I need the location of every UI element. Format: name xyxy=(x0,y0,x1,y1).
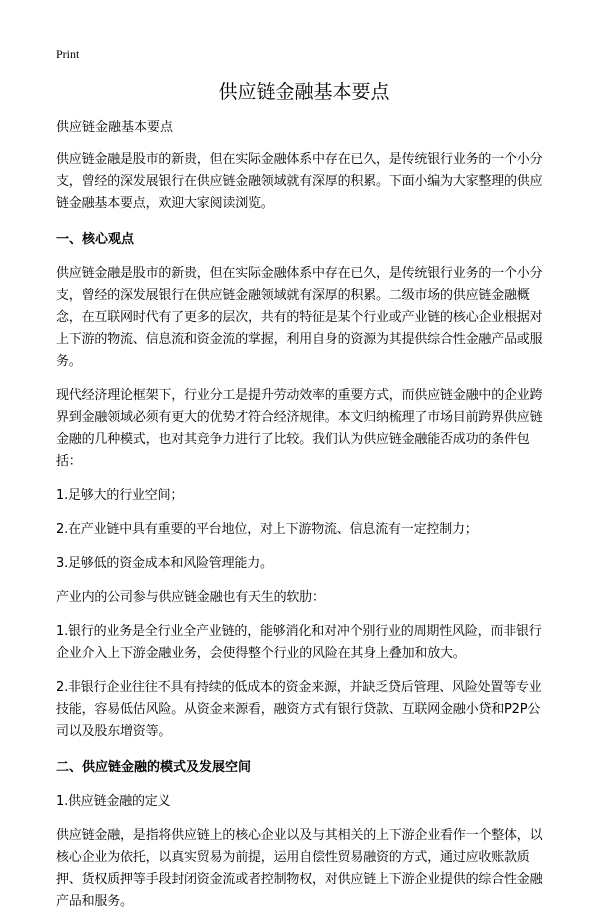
paragraph: 供应链金融，是指将供应链上的核心企业以及与其相关的上下游企业看作一个整体，以核心企业为依托，以真实贸易为前提，运用自偿性贸易融资的方式，通过应收账款质押、货权质押等手段封闭资金流或者控制物权，对供应链上下游企业提供的综合性金融产品和服务。 xyxy=(56,828,543,909)
condition-item: 3.足够低的资金成本和风险管理能力。 xyxy=(56,556,273,571)
weakness-item: 1.银行的业务是全行业全产业链的，能够消化和对冲个别行业的周期性风险，而非银行企业介入上下游金融业务，会使得整个行业的风险在其身上叠加和放大。 xyxy=(56,624,542,661)
condition-item: 1.足够大的行业空间； xyxy=(56,488,184,503)
weakness-item: 2.非银行企业往往不具有持续的低成本的资金来源，并缺乏贷后管理、风险处置等专业技能，容易低估风险。从资金来源看，融资方式有银行贷款、互联网金融小贷和P2P公司以及股东增资等。 xyxy=(56,680,542,739)
document-content xyxy=(56,78,552,913)
condition-item: 2.在产业链中具有重要的平台地位，对上下游物流、信息流有一定控制力； xyxy=(56,522,478,537)
intro-paragraph: 供应链金融是股市的新贵，但在实际金融体系中存在已久，是传统银行业务的一个小分支，曾经的深发展银行在供应链金融领域就有深厚的积累。下面小编为大家整理的供应链金融基本要点，欢迎大家阅读浏览。 xyxy=(56,152,543,211)
print-link[interactable]: Print xyxy=(56,47,80,61)
document-subtitle: 供应链金融基本要点 xyxy=(56,120,174,135)
section-heading-core-views: 一、核心观点 xyxy=(56,232,135,247)
subsection-heading: 1.供应链金融的定义 xyxy=(56,794,171,809)
paragraph: 供应链金融是股市的新贵，但在实际金融体系中存在已久，是传统银行业务的一个小分支，曾经的深发展银行在供应链金融领域就有深厚的积累。二级市场的供应链金融概念，在互联网时代有了更多的层次，共有的特征是某个行业或产业链的核心企业根据对上下游的物流、信息流和资金流的掌握，利用自身的资源为其提供综合性金融产品或服务。 xyxy=(56,266,543,369)
page-title: 供应链金融基本要点 xyxy=(218,81,390,103)
section-heading-models: 二、供应链金融的模式及发展空间 xyxy=(56,760,252,775)
paragraph: 现代经济理论框架下，行业分工是提升劳动效率的重要方式，而供应链金融中的企业跨界到金融领域必须有更大的优势才符合经济规律。本文归纳梳理了市场目前跨界供应链金融的几种模式，也对其竞争力进行了比较。我们认为供应链金融能否成功的条件包括： xyxy=(56,388,543,469)
paragraph: 产业内的公司参与供应链金融也有天生的软肋： xyxy=(56,590,325,605)
